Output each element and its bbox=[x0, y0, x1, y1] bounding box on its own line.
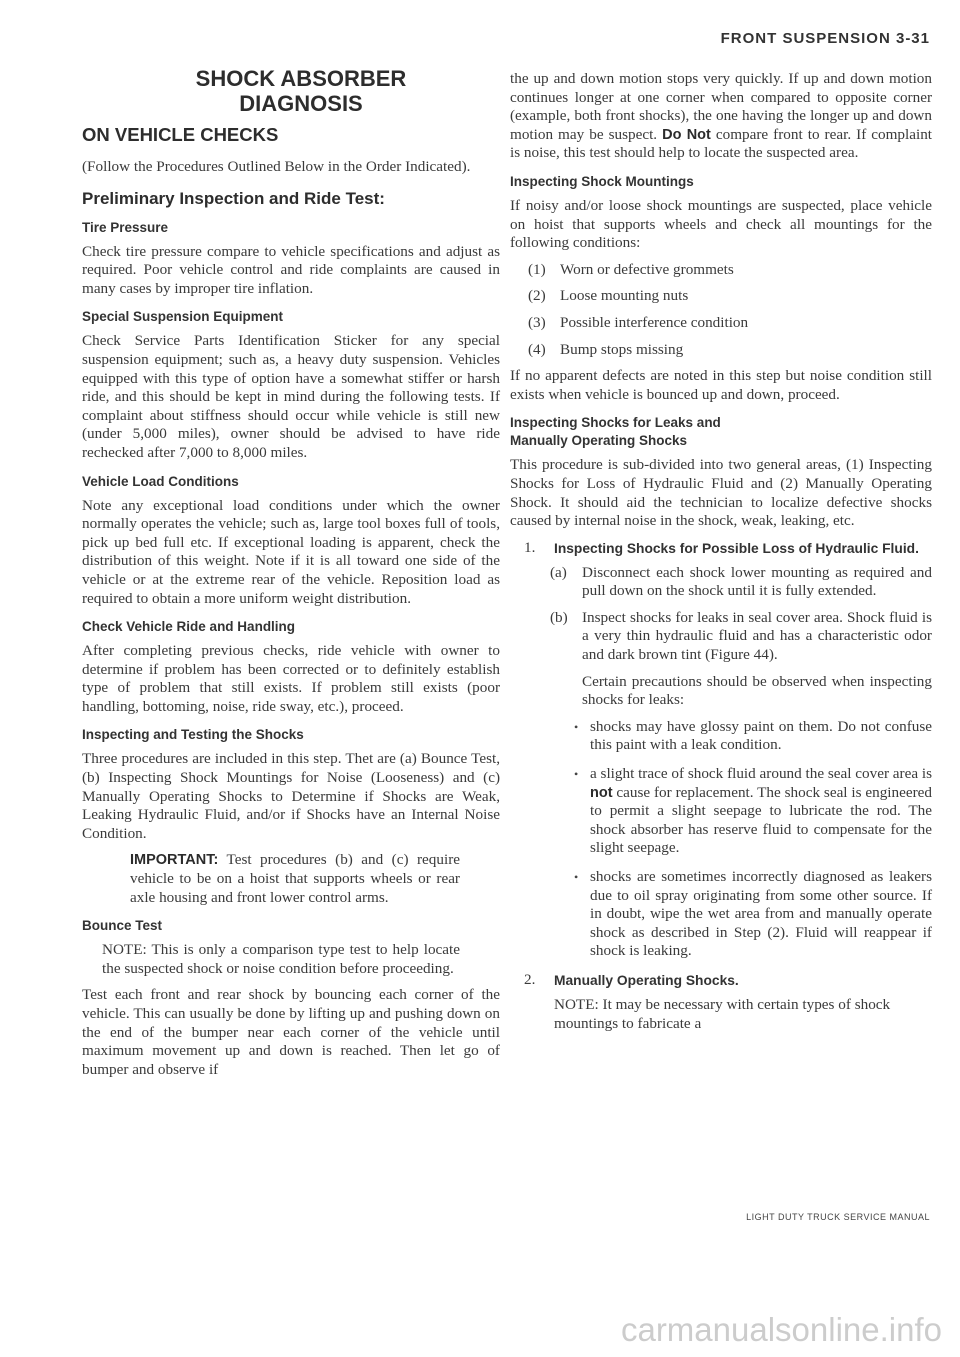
bounce-continued-a: the up and down motion stops very quickly. If up and down motion continues longer at one corner when compared to opposite corner (example, both front shocks), the one having the longer up and down motion may be suspect. bbox=[510, 70, 932, 143]
paragraph-bounce-continued bbox=[510, 70, 932, 163]
condition-text: Possible interference condition bbox=[560, 313, 749, 331]
step-2-note: NOTE: It may be necessary with certain types of shock mountings to fabricate a bbox=[554, 995, 891, 1032]
condition-number: (2) bbox=[528, 287, 546, 305]
heading-bounce-test: Bounce Test bbox=[82, 918, 163, 934]
bullet-dot-icon: • bbox=[574, 870, 579, 884]
important-note bbox=[130, 851, 460, 907]
do-not-emphasis: Do Not bbox=[662, 126, 711, 143]
not-emphasis: not bbox=[590, 784, 613, 801]
bullet-item bbox=[574, 718, 932, 755]
bullet-dot-icon: • bbox=[574, 767, 579, 782]
paragraph-special-equipment: Check Service Parts Identification Sticker for any special suspension equipment; such as, a heavy duty suspension. Vehicles equipped with this type of option have a somewhat stiffer or harsh ride, and this should be kept in mind during the following tests. If complaint about stiffness should occur while vehicle is still new (under 5,000 miles), owner should be advised to have ride rechecked after 7,000 to 8,000 miles. bbox=[82, 332, 500, 461]
important-label: IMPORTANT: bbox=[130, 852, 219, 869]
heading-leaks-line2: Manually Operating Shocks bbox=[510, 433, 688, 449]
bullet-text-b: cause for replacement. The shock seal is engineered to permit a slight seepage to lubricate the rod. The shock absorber has reserve fluid to compensate for the slight seepage. bbox=[590, 783, 932, 857]
condition-number: (3) bbox=[528, 313, 546, 331]
step-title: Inspecting Shocks for Possible Loss of Hydraulic Fluid. bbox=[554, 540, 919, 556]
bullet-text bbox=[590, 765, 932, 858]
heading-preliminary-inspection: Preliminary Inspection and Ride Test: bbox=[82, 188, 385, 208]
bullet-text: shocks are sometimes incorrectly diagnosed as leakers due to oil spray originating from some other source. If in doubt, wipe the wet area from and manually operate shock as described in Step (2). Fluid will reappear if shock is leaking. bbox=[590, 868, 932, 960]
step-number: 1. bbox=[524, 538, 536, 556]
heading-ride-handling: Check Vehicle Ride and Handling bbox=[82, 619, 296, 635]
condition-number: (1) bbox=[528, 260, 546, 278]
paragraph-no-defects: If no apparent defects are noted in this step but noise condition still exists when vehicle is bounced up and down, proceed. bbox=[510, 367, 932, 403]
bullet-text: shocks may have glossy paint on them. Do not confuse this paint with a leak condition. bbox=[590, 717, 932, 754]
heading-testing-shocks: Inspecting and Testing the Shocks bbox=[82, 727, 304, 743]
condition-text: Worn or defective grommets bbox=[560, 260, 734, 278]
step-title: Manually Operating Shocks. bbox=[554, 972, 739, 988]
paragraph-shock-mountings: If noisy and/or loose shock mountings are suspected, place vehicle on hoist that supports wheels and check all mountings for the following conditions: bbox=[510, 196, 932, 252]
condition-item bbox=[528, 287, 932, 306]
condition-item bbox=[528, 314, 932, 333]
paragraph-tire-pressure: Check tire pressure compare to vehicle specifications and adjust as required. Poor vehicle control and ride complaints are caused in many cases by improper tire inflation. bbox=[82, 242, 500, 297]
paragraph-bounce-test: Test each front and rear shock by bouncing each corner of the vehicle. This can usually be done by lifting up and pushing down on the end of the bumper near each corner of the vehicle until maximum movement up and down is reached. Then let go of bumper and observe if bbox=[82, 986, 500, 1078]
right-column bbox=[510, 70, 932, 1041]
condition-number: (4) bbox=[528, 340, 546, 358]
condition-item bbox=[528, 341, 932, 360]
heading-leaks-manual bbox=[510, 414, 932, 450]
bullet-item bbox=[574, 765, 932, 858]
substep-label: (b) bbox=[550, 608, 568, 626]
heading-on-vehicle-checks: ON VEHICLE CHECKS bbox=[82, 124, 279, 145]
section-title bbox=[82, 66, 500, 116]
bullet-dot-icon: • bbox=[574, 719, 579, 734]
heading-tire-pressure: Tire Pressure bbox=[82, 219, 169, 235]
step-1 bbox=[510, 539, 932, 558]
bullet-text-a: a slight trace of shock fluid around the seal cover area is bbox=[590, 765, 933, 783]
left-column bbox=[82, 66, 500, 1087]
section-title-line2: DIAGNOSIS bbox=[239, 91, 363, 116]
substep-b bbox=[550, 609, 932, 665]
substep-a bbox=[550, 564, 932, 601]
substep-text: Inspect shocks for leaks in seal cover area. Shock fluid is a very thin hydraulic fluid and has a characteristic odor and dark brown tint (Figure 44). bbox=[582, 608, 932, 664]
bullet-item bbox=[574, 868, 932, 961]
heading-special-equipment: Special Suspension Equipment bbox=[82, 309, 284, 325]
section-title-line1: SHOCK ABSORBER bbox=[195, 66, 407, 91]
condition-text: Loose mounting nuts bbox=[560, 287, 689, 305]
condition-text: Bump stops missing bbox=[560, 340, 684, 358]
step-2 bbox=[510, 971, 932, 990]
paragraph-precautions: Certain precautions should be observed when inspecting shocks for leaks: bbox=[582, 672, 932, 709]
heading-shock-mountings: Inspecting Shock Mountings bbox=[510, 173, 694, 189]
paragraph-ride-handling: After completing previous checks, ride vehicle with owner to determine if problem has been corrected or to definitely establish type of problem that still exists. If problem still exists (poor handling, bottoming, noise, ride sway, etc.), proceed. bbox=[82, 642, 500, 715]
paragraph-load-conditions: Note any exceptional load conditions under which the owner normally operates the vehicle; such as, large tool boxes full of tools, pick up bed full etc. If exceptional loading is apparent, check the distribution of this weight. Note if it is all toward one side of the vehicle or at the extreme rear of the vehicle. Reposition load as required to obtain a more uniform weight distribution. bbox=[82, 496, 500, 607]
paragraph-leaks-manual: This procedure is sub-divided into two general areas, (1) Inspecting Shocks for Loss of Hydraulic Fluid and (2) Manually Operating Shock. It should aid the technician to localize defective shocks caused by internal noise in the shock, weak, leaking, etc. bbox=[510, 456, 932, 530]
bounce-test-note: NOTE: This is only a comparison type test to help locate the suspected shock or noise condition before proceeding. bbox=[102, 941, 460, 977]
substep-label: (a) bbox=[550, 563, 567, 581]
substep-text: Disconnect each shock lower mounting as required and pull down on the shock until it is fully extended. bbox=[582, 563, 932, 600]
page-header: FRONT SUSPENSION 3-31 bbox=[720, 30, 930, 47]
page-footer: LIGHT DUTY TRUCK SERVICE MANUAL bbox=[746, 1212, 930, 1222]
bounce-continued-b: compare front to rear. If complaint is noise, this test should help to locate the suspected area. bbox=[510, 125, 933, 162]
heading-leaks-line1: Inspecting Shocks for Leaks and bbox=[510, 415, 721, 431]
important-text: Test procedures (b) and (c) require vehicle to be on a hoist that supports wheels or rear axle housing and front lower control arms. bbox=[130, 851, 460, 906]
paragraph-testing-shocks: Three procedures are included in this step. Thet are (a) Bounce Test, (b) Inspecting Shock Mountings for Noise (Looseness) and (c) Manually Operating Shocks to Determine if Shocks are Weak, Leaking Hydraulic Fluid, and/or if Shocks have an Internal Noise Condition. bbox=[82, 750, 500, 842]
paragraph-follow: (Follow the Procedures Outlined Below in the Order Indicated). bbox=[82, 158, 471, 175]
step-number: 2. bbox=[524, 970, 536, 988]
watermark: carmanualsonline.info bbox=[620, 1311, 942, 1348]
condition-item bbox=[528, 261, 932, 280]
heading-load-conditions: Vehicle Load Conditions bbox=[82, 473, 239, 489]
